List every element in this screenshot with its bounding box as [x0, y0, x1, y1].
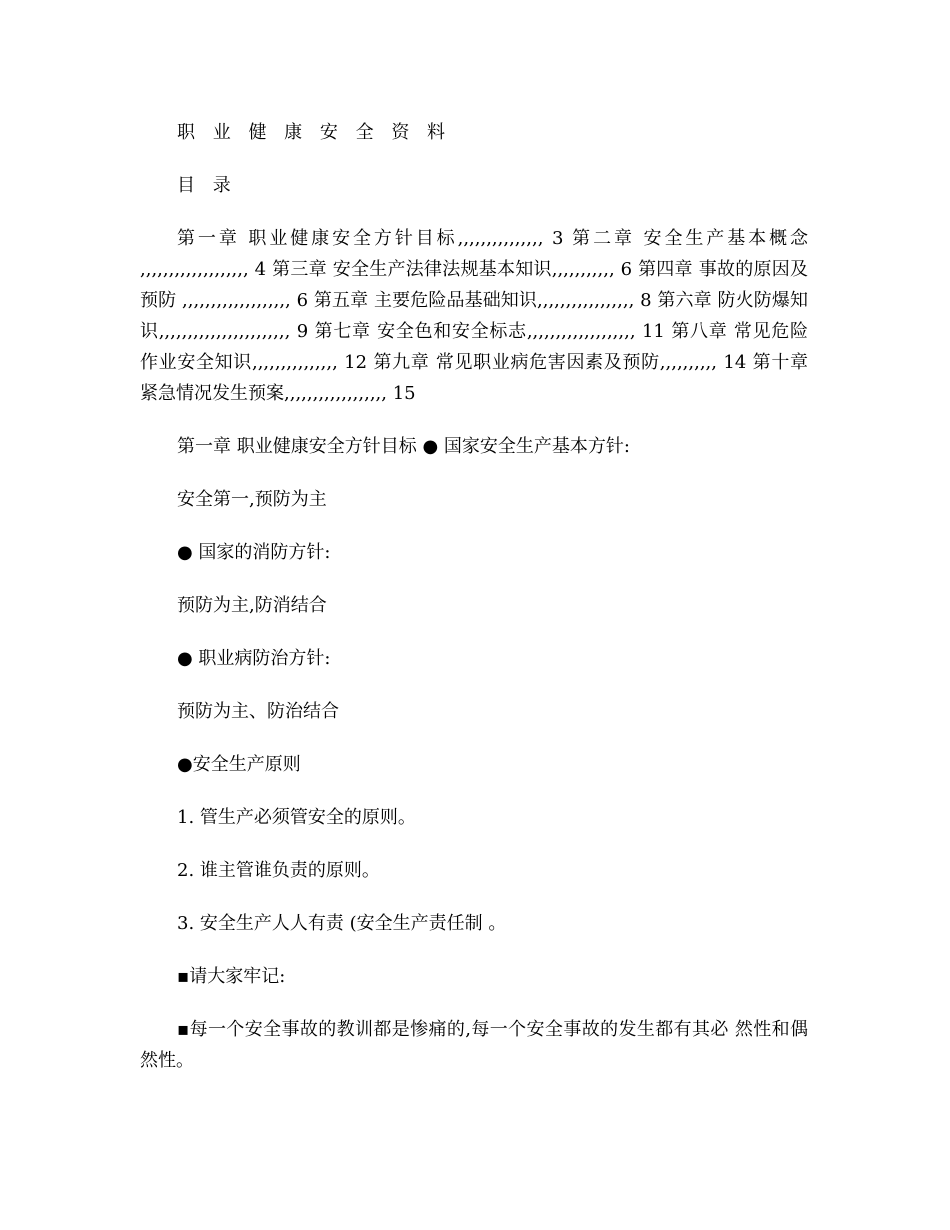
- paragraph-remember: ▪请大家牢记:: [177, 966, 286, 987]
- paragraph-chapter1-heading: 第一章 职业健康安全方针目标 ● 国家安全生产基本方针:: [177, 436, 630, 457]
- paragraph-lesson: ▪每一个安全事故的教训都是惨痛的,每一个安全事故的发生都有其必 然性和偶然性。: [140, 1019, 808, 1071]
- paragraph-fire-policy-heading: ● 国家的消防方针:: [177, 542, 331, 563]
- document-title: 职 业 健 康 安 全 资 料: [177, 122, 452, 143]
- paragraph-principles-heading: ●安全生产原则: [177, 754, 301, 775]
- paragraph-fire-policy: 预防为主,防消结合: [177, 595, 327, 616]
- table-of-contents: 第一章 职业健康安全方针目标,,,,,,,,,,,,,,, 3 第二章 安全生产基本概念 ,,,,,,,,,,,,,,,,,,, 4 第三章 安全生产法律法规基本知识,,,,,,,,,,, 6 第四章 事故的原因及预防 ,,,,,,,,,,,,,,,,,,, 6 第五章 主要危险品基础知识,,,,,,,,,,,,,,,,, 8 第六章 防火防爆知识,,,,,,,,,,,,,,,,,,,,,,, 9 第七章 安全色和安全标志,,,,,,,,,,,,,,,,,,, 11 第八章 常见危险作业安全知识,,,,,,,,,,,,,,, 12 第九章 常见职业病危害因素及预防,,,,,,,,,, 14 第十章 紧急情况发生预案,,,,,,,,,,,,,,,,,, 15: [140, 228, 808, 404]
- paragraph-safety-policy: 安全第一,预防为主: [177, 489, 327, 510]
- paragraph-principle-1: 1. 管生产必须管安全的原则。: [177, 807, 416, 828]
- paragraph-principle-2: 2. 谁主管谁负责的原则。: [177, 860, 380, 881]
- paragraph-disease-policy-heading: ● 职业病防治方针:: [177, 648, 331, 669]
- paragraph-principle-3: 3. 安全生产人人有责 (安全生产责任制 。: [177, 913, 507, 934]
- paragraph-disease-policy: 预防为主、防治结合: [177, 701, 339, 722]
- toc-heading: 目 录: [177, 175, 237, 196]
- document-body: [140, 117, 808, 1098]
